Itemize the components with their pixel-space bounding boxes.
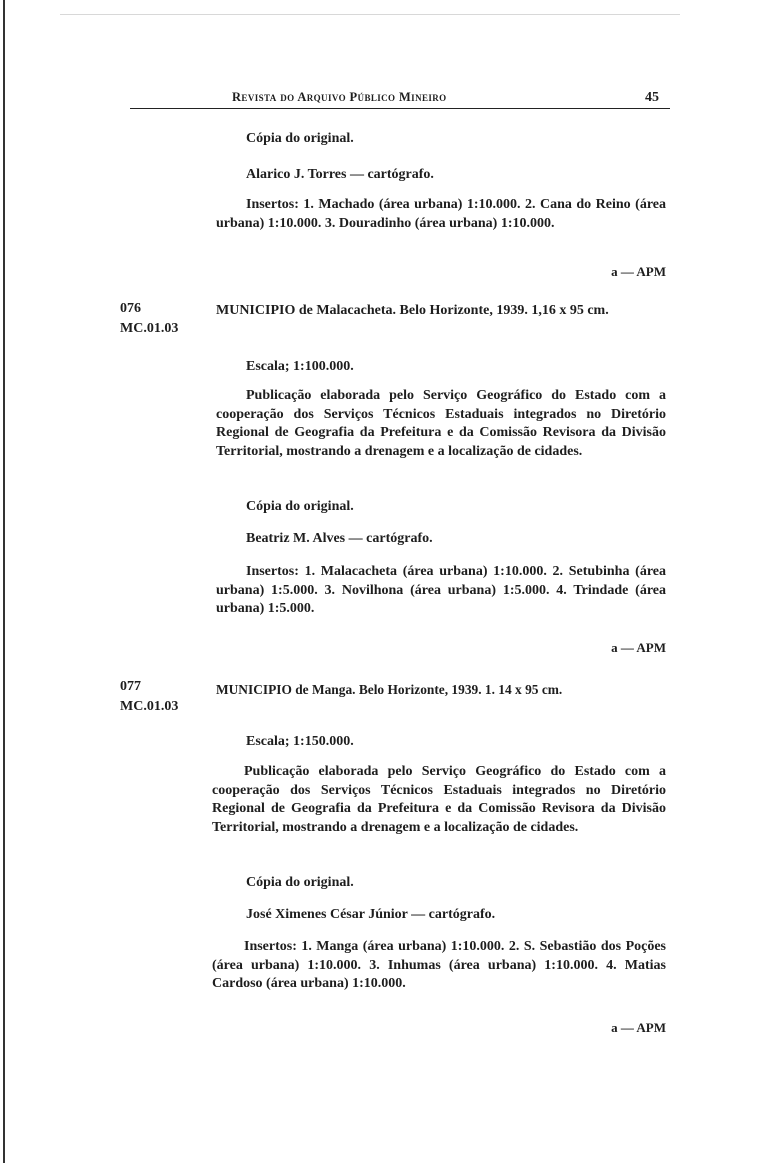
insets: Insertos: 1. Machado (área urbana) 1:10.000. 2. Cana do Reino (área urbana) 1:10.000. 3. Douradinho (área urbana) 1:10.000. [216, 197, 666, 231]
entry-description: Publicação elaborada pelo Serviço Geográfico do Estado com a cooperação dos Serviços Técnicos Estaduais integrados no Diretório Regional de Geografia da Prefeitura e da Comissão Revisora da Divisão Territorial, mostrando a drenagem e a localização de cidades. [216, 388, 666, 459]
insets: Insertos: 1. Malacacheta (área urbana) 1:10.000. 2. Setubinha (área urbana) 1:5.000. 3. Novilhona (área urbana) 1:5.000. 4. Trindade (área urbana) 1:5.000. [216, 564, 666, 617]
source-label: a — APM [611, 1020, 666, 1035]
cartographer: Beatriz M. Alves — cartógrafo. [246, 531, 433, 546]
copy-note: Cópia do original. [246, 875, 354, 890]
page-edge-line [3, 0, 5, 1163]
insets: Insertos: 1. Manga (área urbana) 1:10.000. 2. S. Sebastião dos Poções (área urbana) 1:10.000. 3. Inhumas (área urbana) 1:10.000. 4. Matias Cardoso (área urbana) 1:10.000. [212, 939, 666, 992]
running-title: Revista do Arquivo Público Mineiro [232, 90, 447, 104]
copy-note: Cópia do original. [246, 131, 354, 146]
copy-note: Cópia do original. [246, 499, 354, 514]
source-label: a — APM [611, 640, 666, 655]
page-top-edge [60, 14, 680, 15]
entry-description: Publicação elaborada pelo Serviço Geográfico do Estado com a cooperação dos Serviços Técnicos Estaduais integrados no Diretório Regional de Geografia da Prefeitura e da Comissão Revisora da Divisão Territorial, mostrando a drenagem e a localização de cidades. [212, 764, 666, 835]
entry-number: 077 [120, 679, 141, 694]
entry-number: 076 [120, 301, 141, 316]
entry-title: MUNICIPIO de Malacacheta. Belo Horizonte, 1939. 1,16 x 95 cm. [216, 303, 609, 318]
entry-scale: Escala; 1:100.000. [246, 359, 354, 374]
cartographer: José Ximenes César Júnior — cartógrafo. [246, 907, 496, 922]
source-label: a — APM [611, 264, 666, 279]
header-rule [130, 108, 670, 109]
cartographer: Alarico J. Torres — cartógrafo. [246, 167, 434, 182]
page-number: 45 [645, 90, 659, 105]
entry-title: MUNICIPIO de Manga. Belo Horizonte, 1939. 1. 14 x 95 cm. [216, 682, 563, 697]
entry-code: MC.01.03 [120, 699, 179, 714]
entry-scale: Escala; 1:150.000. [246, 734, 354, 749]
entry-code: MC.01.03 [120, 321, 179, 336]
